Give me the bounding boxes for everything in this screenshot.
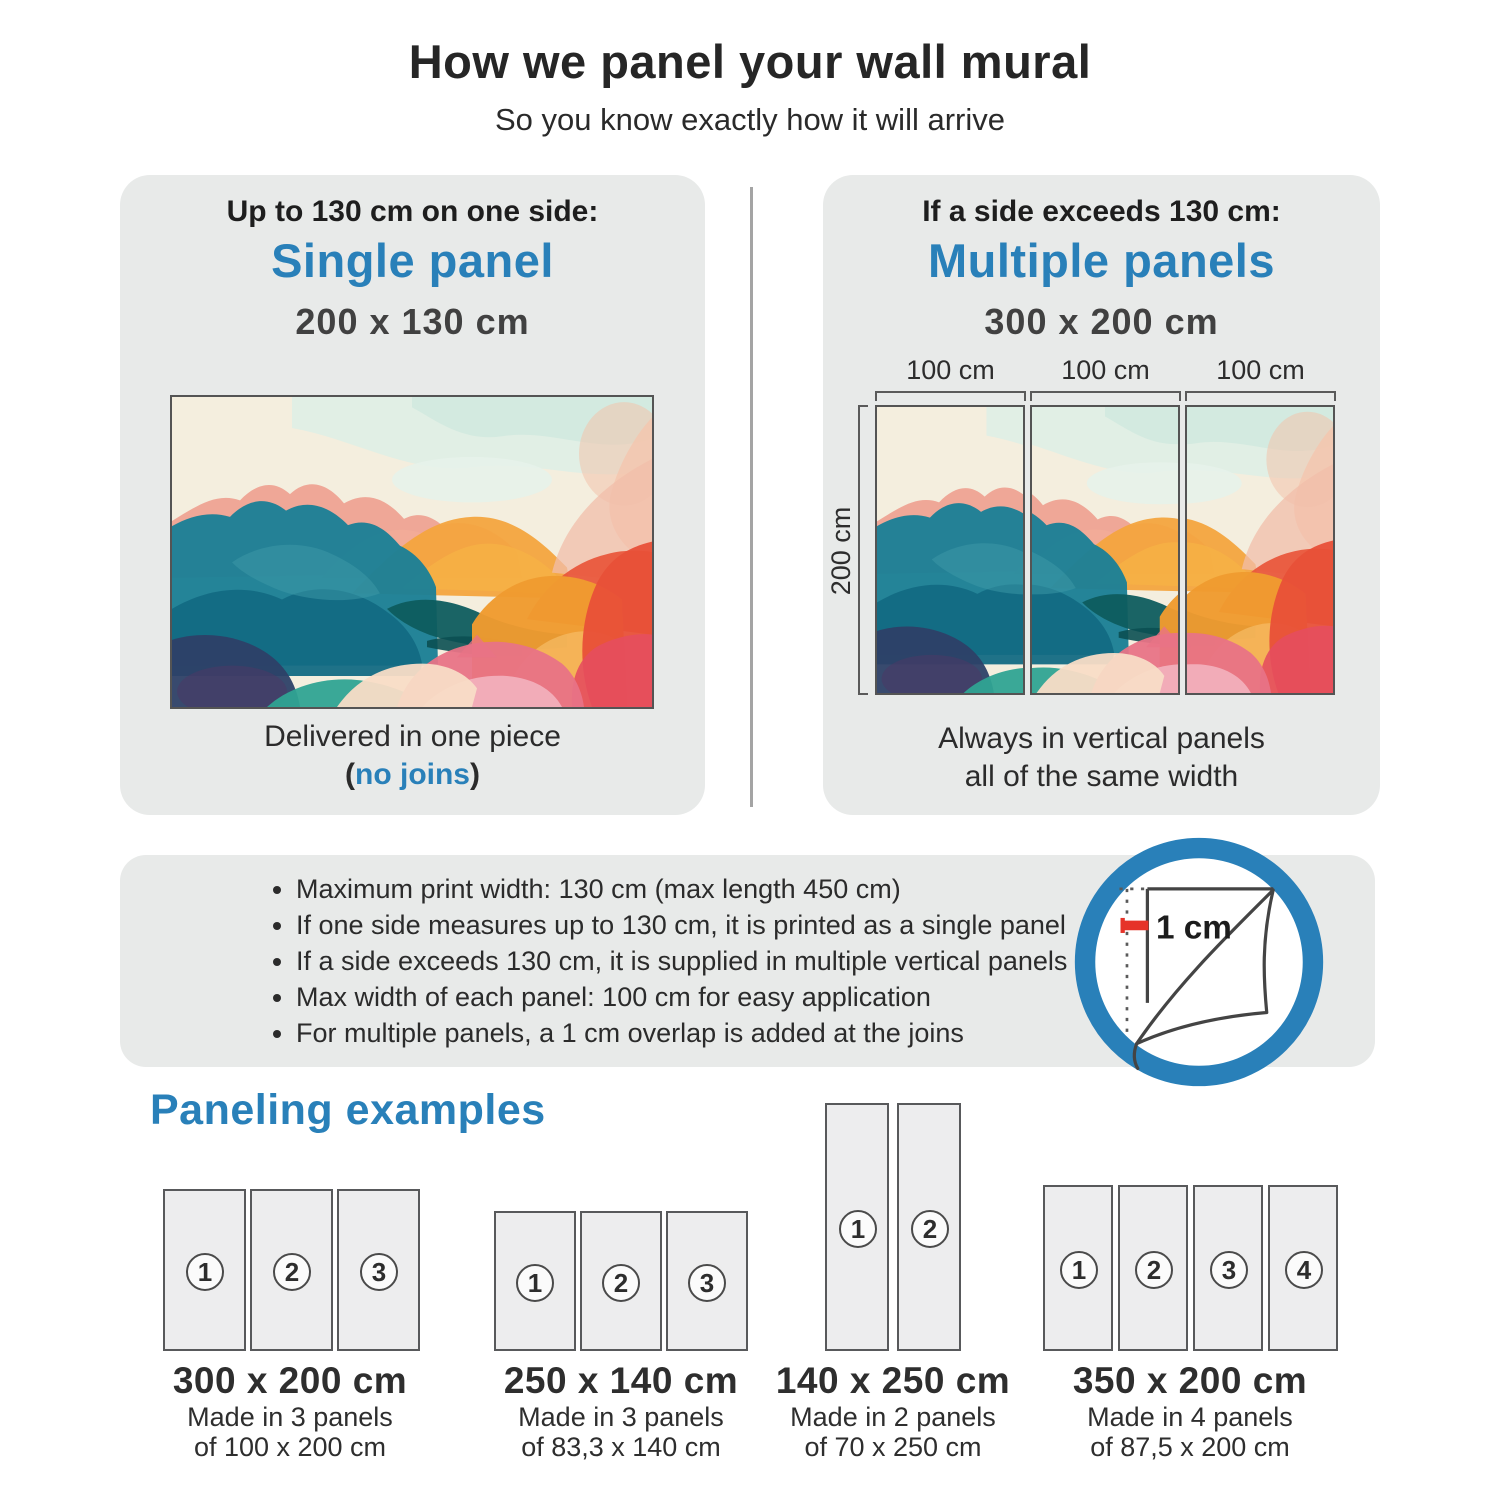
single-delivery-note: Delivered in one piece bbox=[264, 720, 561, 753]
example-panel bbox=[250, 1189, 333, 1351]
single-no-joins-note bbox=[120, 758, 705, 792]
single-panel-title: Single panel bbox=[271, 234, 554, 287]
example-detail: of 100 x 200 cm bbox=[193, 1432, 387, 1462]
width-bracket-1 bbox=[875, 391, 1026, 401]
width-bracket-2 bbox=[1030, 391, 1181, 401]
mural-panel-row bbox=[875, 405, 1335, 695]
panel-number-badge: 2 bbox=[911, 1210, 949, 1248]
example-size: 350 x 200 cm bbox=[1072, 1360, 1308, 1401]
multiple-panels-card bbox=[823, 175, 1380, 815]
panel-number-badge: 2 bbox=[1135, 1251, 1173, 1289]
multiple-condition-label: If a side exceeds 130 cm: bbox=[922, 195, 1281, 228]
info-bullet: • If one side measures up to 130 cm, it is printed as a single panel bbox=[296, 907, 1067, 943]
info-bullet: • Maximum print width: 130 cm (max length 450 cm) bbox=[296, 871, 1067, 907]
overlap-label: 1 cm bbox=[1156, 909, 1232, 947]
example-panel bbox=[1118, 1185, 1188, 1351]
panel-number-badge: 1 bbox=[839, 1210, 877, 1248]
single-condition-label: Up to 130 cm on one side: bbox=[226, 195, 599, 228]
example-detail: of 83,3 x 140 cm bbox=[521, 1432, 721, 1462]
width-bracket-3 bbox=[1185, 391, 1336, 401]
height-label: 200 cm bbox=[826, 506, 856, 596]
example-panel bbox=[825, 1103, 889, 1351]
examples-heading: Paneling examples bbox=[150, 1086, 546, 1134]
example-panel bbox=[580, 1211, 662, 1351]
width-label-3: 100 cm bbox=[1216, 355, 1305, 385]
example-caption bbox=[723, 1360, 1063, 1462]
no-joins-highlight: no joins bbox=[355, 758, 470, 791]
example-detail: Made in 2 panels bbox=[790, 1402, 996, 1432]
multiple-panels-title: Multiple panels bbox=[928, 234, 1275, 287]
page-title: How we panel your wall mural bbox=[408, 35, 1092, 88]
example-panel bbox=[897, 1103, 961, 1351]
panel-number-badge: 1 bbox=[186, 1253, 224, 1291]
example-detail: Made in 3 panels bbox=[187, 1402, 393, 1432]
multiple-note-line1: Always in vertical panels bbox=[938, 722, 1265, 755]
panel-number-badge: 1 bbox=[516, 1264, 554, 1302]
single-panel-card bbox=[120, 175, 705, 815]
panel-number-badge: 2 bbox=[602, 1264, 640, 1302]
example-caption bbox=[120, 1360, 460, 1462]
example-caption bbox=[1020, 1360, 1360, 1462]
example-panel bbox=[163, 1189, 246, 1351]
info-bullet-list bbox=[270, 871, 1067, 1051]
multiple-size-label: 300 x 200 cm bbox=[984, 301, 1219, 342]
paren-close: ) bbox=[470, 758, 480, 791]
panel-number-badge: 2 bbox=[273, 1253, 311, 1291]
example-size: 250 x 140 cm bbox=[503, 1360, 739, 1401]
card-divider bbox=[750, 187, 753, 807]
info-bullet: • If a side exceeds 130 cm, it is supplied in multiple vertical panels bbox=[296, 943, 1067, 979]
example-panel bbox=[1043, 1185, 1113, 1351]
panel-number-badge: 3 bbox=[1210, 1251, 1248, 1289]
example-size: 300 x 200 cm bbox=[172, 1360, 408, 1401]
mural-panel-2 bbox=[1030, 405, 1180, 695]
mural-panel-1 bbox=[875, 405, 1025, 695]
page-subtitle: So you know exactly how it will arrive bbox=[495, 102, 1005, 137]
width-label-2: 100 cm bbox=[1061, 355, 1150, 385]
panel-number-badge: 1 bbox=[1060, 1251, 1098, 1289]
mural-panel-3 bbox=[1185, 405, 1335, 695]
single-size-label: 200 x 130 cm bbox=[295, 301, 530, 342]
example-size: 140 x 250 cm bbox=[775, 1360, 1011, 1401]
example-panel bbox=[1268, 1185, 1338, 1351]
example-detail: Made in 4 panels bbox=[1087, 1402, 1293, 1432]
panel-number-badge: 4 bbox=[1285, 1251, 1323, 1289]
panel-number-badge: 3 bbox=[360, 1253, 398, 1291]
multiple-note-line2: all of the same width bbox=[964, 760, 1239, 793]
example-panel bbox=[1193, 1185, 1263, 1351]
example-detail: Made in 3 panels bbox=[518, 1402, 724, 1432]
example-panel bbox=[666, 1211, 748, 1351]
overlap-icon bbox=[1070, 833, 1328, 1091]
mural-image bbox=[170, 395, 654, 709]
example-detail: of 87,5 x 200 cm bbox=[1090, 1432, 1290, 1462]
height-bracket bbox=[858, 405, 868, 695]
paren-open: ( bbox=[345, 758, 355, 791]
example-panel bbox=[337, 1189, 420, 1351]
info-bullet: • Max width of each panel: 100 cm for easy application bbox=[296, 979, 1067, 1015]
info-bullet: • For multiple panels, a 1 cm overlap is added at the joins bbox=[296, 1015, 1067, 1051]
example-panel bbox=[494, 1211, 576, 1351]
example-detail: of 70 x 250 cm bbox=[804, 1432, 982, 1462]
panel-number-badge: 3 bbox=[688, 1264, 726, 1302]
width-label-1: 100 cm bbox=[906, 355, 995, 385]
